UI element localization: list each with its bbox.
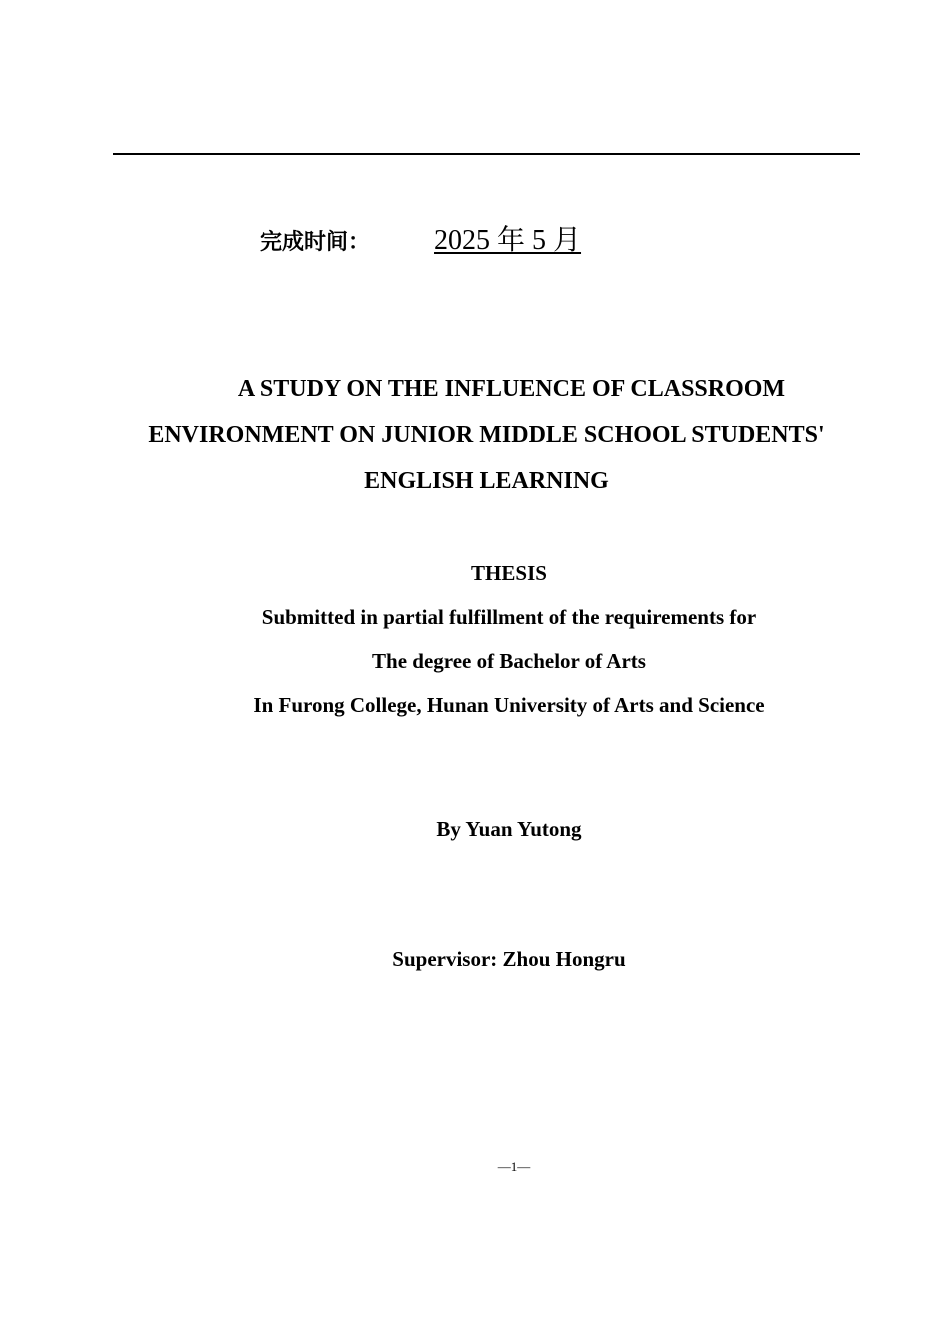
author-name: By Yuan Yutong (436, 817, 582, 841)
page-number: —1— (497, 1159, 531, 1174)
header-rule (113, 153, 860, 155)
completion-date-label: 完成时间： (260, 230, 371, 255)
thesis-title-line: ENGLISH LEARNING (364, 468, 609, 494)
thesis-title (113, 366, 860, 504)
thesis-title-line: ENVIRONMENT ON JUNIOR MIDDLE SCHOOL STUDENTS' (148, 422, 825, 448)
supervisor-name: Supervisor: Zhou Hongru (392, 947, 626, 971)
thesis-title-line: A STUDY ON THE INFLUENCE OF CLASSROOM (237, 376, 786, 402)
submission-line: The degree of Bachelor of Arts (372, 649, 646, 673)
submission-line: In Furong College, Hunan University of Arts and Science (253, 693, 765, 717)
thesis-heading: THESIS (471, 561, 547, 585)
submission-statement (113, 551, 905, 727)
completion-date-value: 2025 年 5 月 (434, 225, 582, 256)
submission-line: Submitted in partial fulfillment of the requirements for (261, 605, 757, 629)
completion-date-row (260, 218, 581, 258)
